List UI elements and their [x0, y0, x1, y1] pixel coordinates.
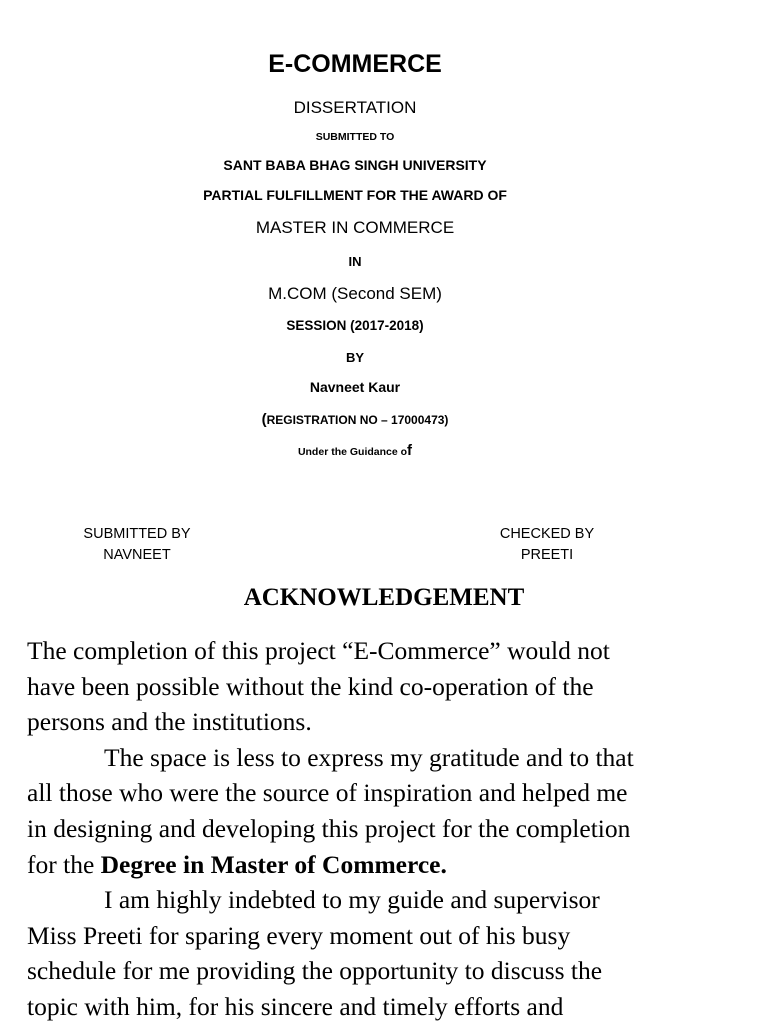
body-line: The space is less to express my gratitude and to that: [104, 742, 634, 772]
session-line: SESSION (2017-2018): [286, 318, 424, 333]
in-label: IN: [348, 254, 362, 269]
body-line: I am highly indebted to my guide and supervisor: [104, 885, 600, 915]
student-name: Navneet Kaur: [309, 379, 401, 395]
guidance-text: Under the Guidance o: [297, 446, 408, 458]
dissertation-label: DISSERTATION: [293, 98, 417, 117]
submitted-by-name: NAVNEET: [103, 547, 171, 563]
body-line: all those who were the source of inspiration and helped me: [27, 778, 628, 808]
guidance-last-letter: f: [407, 442, 413, 459]
degree-emphasis: Degree in Master of Commerce.: [100, 849, 447, 879]
checked-by-block: [472, 524, 622, 566]
checked-by-label: CHECKED BY: [499, 526, 595, 542]
body-line: The completion of this project “E-Commerce” would not: [27, 636, 610, 665]
submitted-by-label: SUBMITTED BY: [83, 526, 191, 542]
body-line: schedule for me providing the opportunity to discuss the: [27, 956, 603, 986]
body-line: in designing and developing this project for the completion: [27, 813, 631, 843]
degree-name: MASTER IN COMMERCE: [255, 218, 455, 237]
acknowledgement-heading: ACKNOWLEDGEMENT: [243, 584, 525, 611]
body-line: [27, 847, 757, 883]
registration-number: REGISTRATION NO – 17000473): [266, 413, 449, 427]
body-line: persons and the institutions.: [27, 707, 312, 737]
submitted-by-block: [62, 524, 212, 566]
body-line: Miss Preeti for sparing every moment out of his busy: [27, 920, 571, 950]
university-name: SANT BABA BHAG SINGH UNIVERSITY: [223, 157, 487, 173]
body-line: have been possible without the kind co-operation of the: [27, 671, 594, 701]
partial-fulfillment-line: PARTIAL FULFILLMENT FOR THE AWARD OF: [203, 187, 507, 203]
registration-paren: (: [261, 411, 267, 428]
acknowledgement-body: [27, 633, 757, 1025]
body-line-text: for the: [27, 849, 101, 879]
document-title: E-COMMERCE: [268, 50, 442, 78]
body-line: topic with him, for his sincere and timely efforts and: [27, 991, 564, 1021]
by-label: BY: [345, 350, 365, 365]
submitted-to-label: SUBMITTED TO: [315, 131, 395, 143]
checked-by-name: PREETI: [520, 547, 574, 563]
registration-line: [0, 411, 710, 428]
program-name: M.COM (Second SEM): [268, 284, 442, 303]
guidance-line: [0, 442, 710, 459]
